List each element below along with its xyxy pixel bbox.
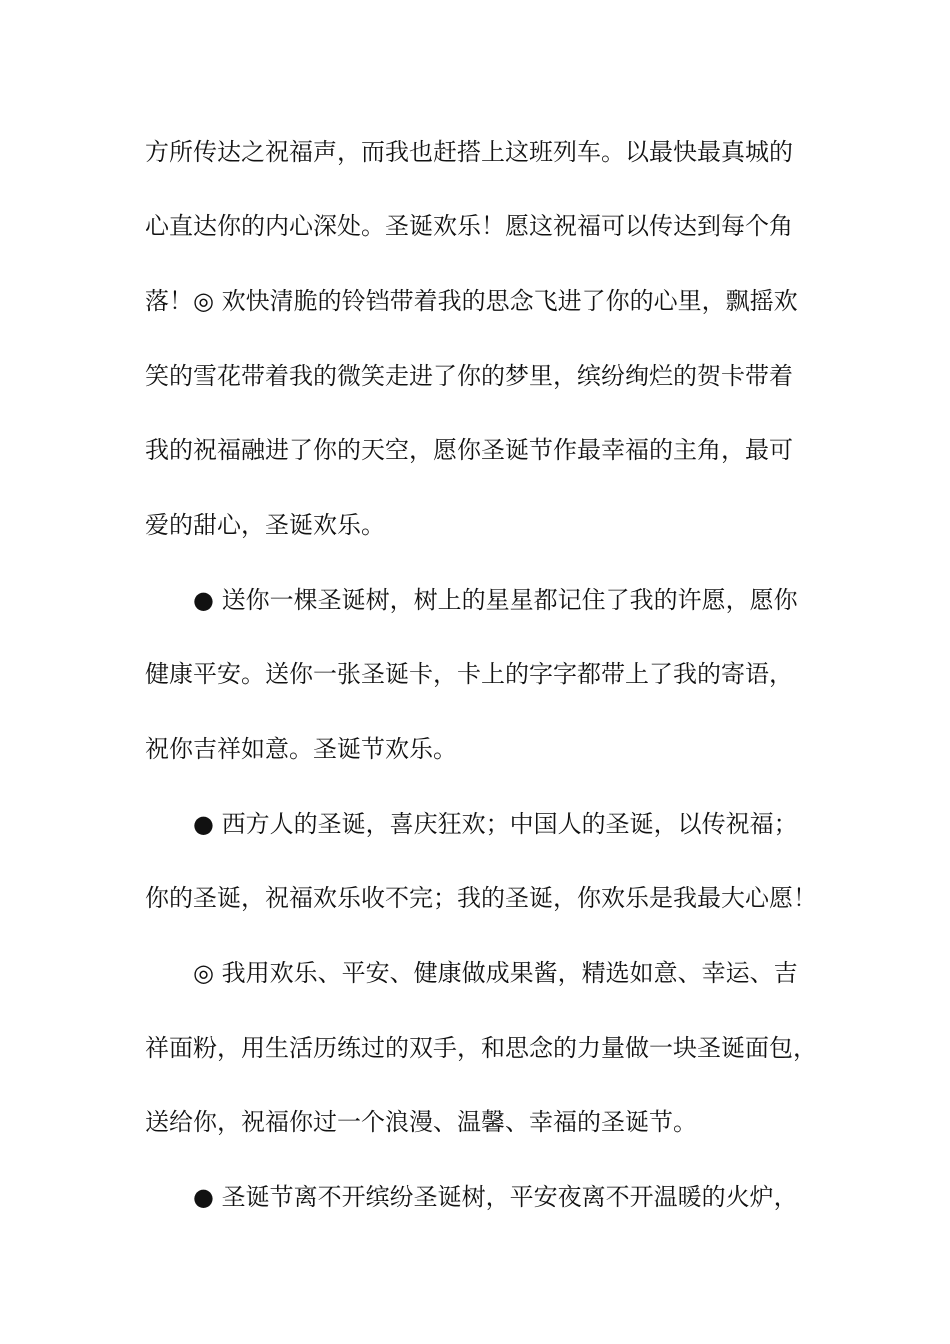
bullet-paragraph-line: ● 西方人的圣诞，喜庆狂欢；中国人的圣诞，以传祝福； (193, 810, 798, 838)
text-line: 笑的雪花带着我的微笑走进了你的梦里，缤纷绚烂的贺卡带着 (145, 362, 793, 390)
text-line: 方所传达之祝福声，而我也赶搭上这班列车。以最快最真城的 (145, 138, 793, 166)
text-line: 我的祝福融进了你的天空，愿你圣诞节作最幸福的主角，最可 (145, 436, 793, 464)
text-line: 送给你，祝福你过一个浪漫、温馨、幸福的圣诞节。 (145, 1108, 697, 1136)
bullet-paragraph-line: ◎ 我用欢乐、平安、健康做成果酱，精选如意、幸运、吉 (193, 959, 798, 987)
text-line: 祝你吉祥如意。圣诞节欢乐。 (145, 735, 457, 763)
text-line: 心直达你的内心深处。圣诞欢乐！愿这祝福可以传达到每个角 (145, 212, 793, 240)
bullet-paragraph-line: ● 送你一棵圣诞树，树上的星星都记住了我的许愿，愿你 (193, 586, 798, 614)
text-line: 爱的甜心，圣诞欢乐。 (145, 511, 385, 539)
text-line: 健康平安。送你一张圣诞卡，卡上的字字都带上了我的寄语， (145, 660, 793, 688)
text-line: 祥面粉，用生活历练过的双手，和思念的力量做一块圣诞面包， (145, 1034, 817, 1062)
text-line: 落！◎ 欢快清脆的铃铛带着我的思念飞进了你的心里，飘摇欢 (145, 287, 798, 315)
bullet-paragraph-line: ● 圣诞节离不开缤纷圣诞树，平安夜离不开温暖的火炉， (193, 1183, 798, 1211)
text-line: 你的圣诞，祝福欢乐收不完；我的圣诞，你欢乐是我最大心愿！ (145, 884, 817, 912)
